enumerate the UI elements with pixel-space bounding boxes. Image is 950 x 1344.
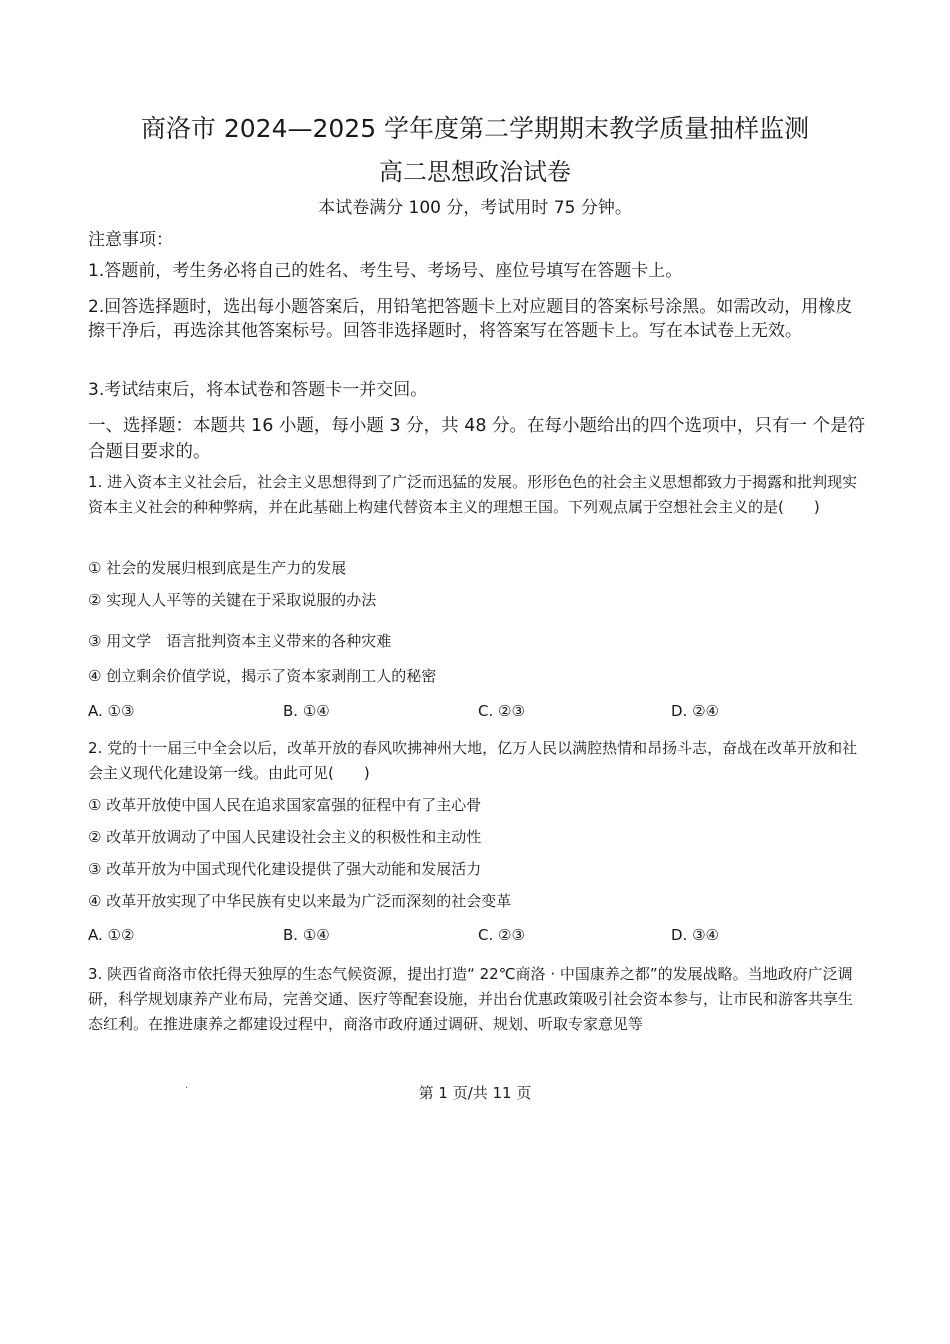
- exam-subject-title: 高二思想政治试卷: [379, 158, 571, 186]
- question-1-option-2: ② 实现人人平等的关键在于采取说服的办法: [88, 591, 377, 609]
- question-1-choice-b: B. ①④: [283, 702, 330, 720]
- exam-info: 本试卷满分 100 分，考试用时 75 分钟。: [318, 198, 632, 218]
- section-heading: 一、选择题：本题共 16 小题，每小题 3 分，共 48 分。在每小题给出的四个选项中，只有一 个是符合题目要求的。: [88, 416, 866, 462]
- question-1-option-4: ④ 创立剩余价值学说，揭示了资本家剥削工人的秘密: [88, 667, 437, 685]
- question-1-choice-c: C. ②③: [478, 702, 525, 720]
- question-1-choice-a: A. ①③: [88, 702, 135, 720]
- notice-item-2: 2.回答选择题时，选出每小题答案后，用铅笔把答题卡上对应题目的答案标号涂黑。如需改动，用橡皮擦干净后，再选涂其他答案标号。回答非选择题时，将答案写在答题卡上。写在本试卷上无效。: [88, 297, 853, 341]
- question-2-choice-c: C. ②③: [478, 926, 525, 944]
- question-2-choice-d: D. ③④: [671, 926, 719, 944]
- question-2-stem: 2. 党的十一届三中全会以后，改革开放的春风吹拂神州大地，亿万人民以满腔热情和昂扬斗志，奋战在改革开放和社会主义现代化建设第一线。由此可见( ): [88, 739, 858, 782]
- question-2-option-3: ③ 改革开放为中国式现代化建设提供了强大动能和发展活力: [88, 860, 482, 878]
- question-3-stem: 3. 陕西省商洛市依托得天独厚的生态气候资源，提出打造“ 22℃商洛 · 中国康养之都”的发展战略。当地政府广泛调研，科学规划康养产业布局，完善交通、医疗等配套设施，并出台优惠政策吸引社会资本参与，让市民和游客共享生态红利。在推进康养之都建设过程中，商洛市政府通过调研、规划、听取专家意见等: [88, 965, 854, 1033]
- question-1-option-1: ① 社会的发展归根到底是生产力的发展: [88, 559, 347, 577]
- question-1-stem: 1. 进入资本主义社会后，社会主义思想得到了广泛而迅猛的发展。形形色色的社会主义思想都致力于揭露和批判现实资本主义社会的种种弊病，并在此基础上构建代替资本主义的理想王国。下列观点属于空想社会主义的是( ): [88, 473, 858, 516]
- question-2-choice-b: B. ①④: [283, 926, 330, 944]
- notice-item-1: 1.答题前，考生务必将自己的姓名、考生号、考场号、座位号填写在答题卡上。: [88, 261, 683, 281]
- question-1-choice-d: D. ②④: [671, 702, 719, 720]
- notice-item-3: 3.考试结束后，将本试卷和答题卡一并交回。: [88, 380, 428, 400]
- notes-heading: 注意事项：: [88, 230, 173, 250]
- question-2-option-4: ④ 改革开放实现了中华民族有史以来最为广泛而深刻的社会变革: [88, 892, 512, 910]
- question-2-option-2: ② 改革开放调动了中国人民建设社会主义的积极性和主动性: [88, 828, 482, 846]
- exam-title: 商洛市 2024—2025 学年度第二学期期末教学质量抽样监测: [140, 114, 810, 143]
- question-2-option-1: ① 改革开放使中国人民在追求国家富强的征程中有了主心骨: [88, 796, 482, 814]
- question-1-option-3: ③ 用文学 语言批判资本主义带来的各种灾难: [88, 632, 392, 650]
- page-number: 第 1 页/共 11 页: [418, 1084, 532, 1102]
- scan-mark: .: [185, 1080, 189, 1091]
- question-2-choice-a: A. ①②: [88, 926, 135, 944]
